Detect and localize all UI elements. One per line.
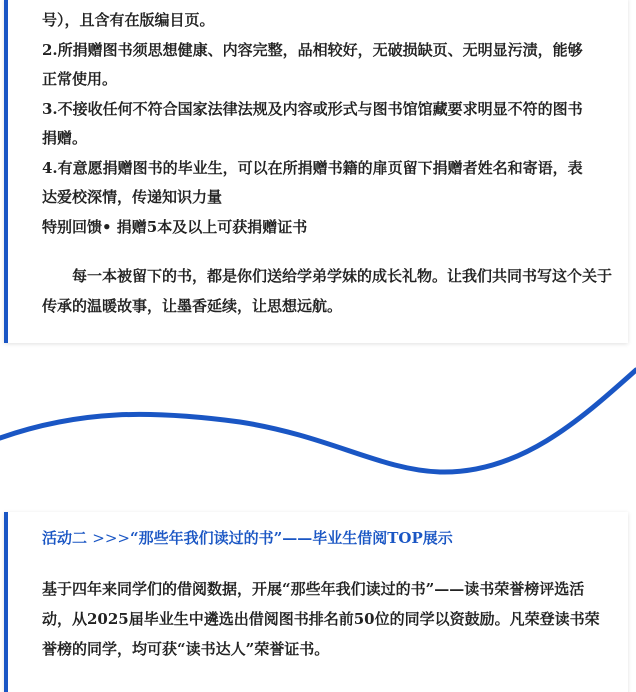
wave-divider	[0, 350, 636, 500]
activity-number: 活动二	[42, 529, 88, 547]
donation-rules-card	[4, 0, 628, 343]
activity-title-text: “那些年我们读过的书”——毕业生借阅TOP展示	[129, 529, 453, 547]
special-reward-line: 特别回馈• 捐赠5本及以上可获捐赠证书	[42, 217, 308, 236]
rule-line: 号），且含有在版编目页。	[42, 11, 215, 29]
rule-line: 达爱校深情，传递知识力量	[42, 188, 223, 206]
activity-title	[42, 524, 614, 552]
closing-paragraph: 每一本被留下的书，都是你们送给学弟学妹的成长礼物。让我们共同书写这个关于传承的温暖故事，让墨香延续，让思想远航。	[42, 267, 613, 315]
rule-line: 3.不接收任何不符合国家法律法规及内容或形式与图书馆馆藏要求明显不符的图书	[42, 99, 583, 118]
rule-line: 正常使用。	[42, 70, 118, 88]
rule-line: 捐赠。	[42, 129, 88, 147]
rule-line: 4.有意愿捐赠图书的毕业生，可以在所捐赠书籍的扉页留下捐赠者姓名和寄语，表	[42, 158, 583, 177]
rule-line: 2.所捐赠图书须思想健康、内容完整，品相较好，无破损缺页、无明显污渍，能够	[42, 40, 583, 59]
activity-card	[4, 512, 628, 692]
activity-description: 基于四年来同学们的借阅数据，开展“那些年我们读过的书”——读书荣誉榜评选活动，从2025届毕业生中遴选出借阅图书排名前50位的同学以资鼓励。凡荣登读书荣誉榜的同学，均可获“读书达人”荣誉证书。	[42, 580, 600, 658]
arrows-glyph: >>>	[92, 529, 130, 547]
